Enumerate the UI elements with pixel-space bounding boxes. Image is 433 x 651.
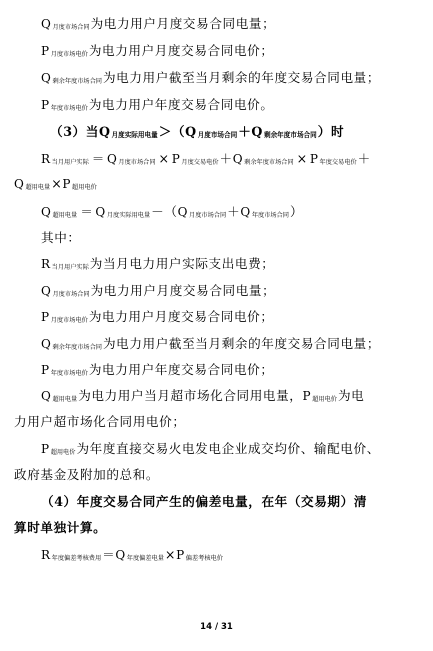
symbol-q: Q	[41, 71, 52, 85]
definition-over-usage-cont: 力用户超市场化合同用电价；	[14, 414, 186, 429]
definition-text: 为电力用户截至当月剩余的年度交易合同电量；	[102, 70, 381, 85]
formula-revenue: R当月用户实际 ＝ Q月度市场合同 × P月度交易电价＋Q剩余年度市场合同 × P年度交易电价＋	[41, 151, 371, 166]
symbol-p: P	[41, 98, 50, 112]
symbol-subscript: 月度市场电价	[50, 51, 88, 58]
formula-over-usage: Q超用电量 ＝ Q月度实际用电量－（Q月度市场合同＋Q年度市场合同）	[41, 204, 304, 219]
symbol-q: Q	[41, 17, 52, 31]
formula-deviation: R年度偏差考核费用＝Q年度偏差电量×P偏差考核电价	[41, 547, 223, 562]
definition-line: Q月度市场合同为电力用户月度交易合同电量；	[41, 283, 276, 298]
definition-over-price-cont: 政府基金及附加的总和。	[14, 467, 160, 482]
definition-text: 为电力用户年度交易合同电价。	[88, 97, 274, 112]
definition-over-price: P超用电价为年度直接交易火电发电企业成交均价、输配电价、	[41, 441, 380, 456]
formula-revenue-cont: Q超用电量×P超用电价	[14, 176, 97, 191]
definition-line: P月度市场电价为电力用户月度交易合同电价；	[41, 309, 274, 324]
symbol-subscript: 月度市场合同	[52, 24, 90, 31]
definition-line	[41, 43, 274, 63]
definition-line	[41, 70, 380, 90]
definition-line	[41, 97, 274, 117]
page-number: 14 / 31	[200, 622, 233, 632]
qizhong-label: 其中：	[41, 230, 81, 245]
section-heading-4-cont: 算时单独计算。	[14, 520, 107, 535]
definition-over-usage: Q超用电量为电力用户当月超市场化合同用电量，P超用电价为电	[41, 388, 365, 403]
definition-text: 为电力用户月度交易合同电量；	[90, 16, 276, 31]
definition-line: P年度市场电价为电力用户年度交易合同电价；	[41, 362, 274, 377]
definition-line: Q剩余年度市场合同为电力用户截至当月剩余的年度交易合同电量；	[41, 336, 381, 351]
symbol-subscript: 年度市场电价	[50, 105, 88, 112]
definition-line: R当月用户实际为当月电力用户实际支出电费；	[41, 256, 275, 271]
symbol-p: P	[41, 44, 50, 58]
section-heading-3: （3）当Q月度实际用电量＞（Q月度市场合同＋Q剩余年度市场合同）时	[50, 124, 345, 139]
section-heading-4: （4）年度交易合同产生的偏差电量，在年（交易期）清	[41, 494, 368, 509]
definition-text: 为电力用户月度交易合同电价；	[88, 43, 274, 58]
definition-line	[41, 16, 275, 36]
symbol-subscript: 剩余年度市场合同	[52, 78, 102, 85]
